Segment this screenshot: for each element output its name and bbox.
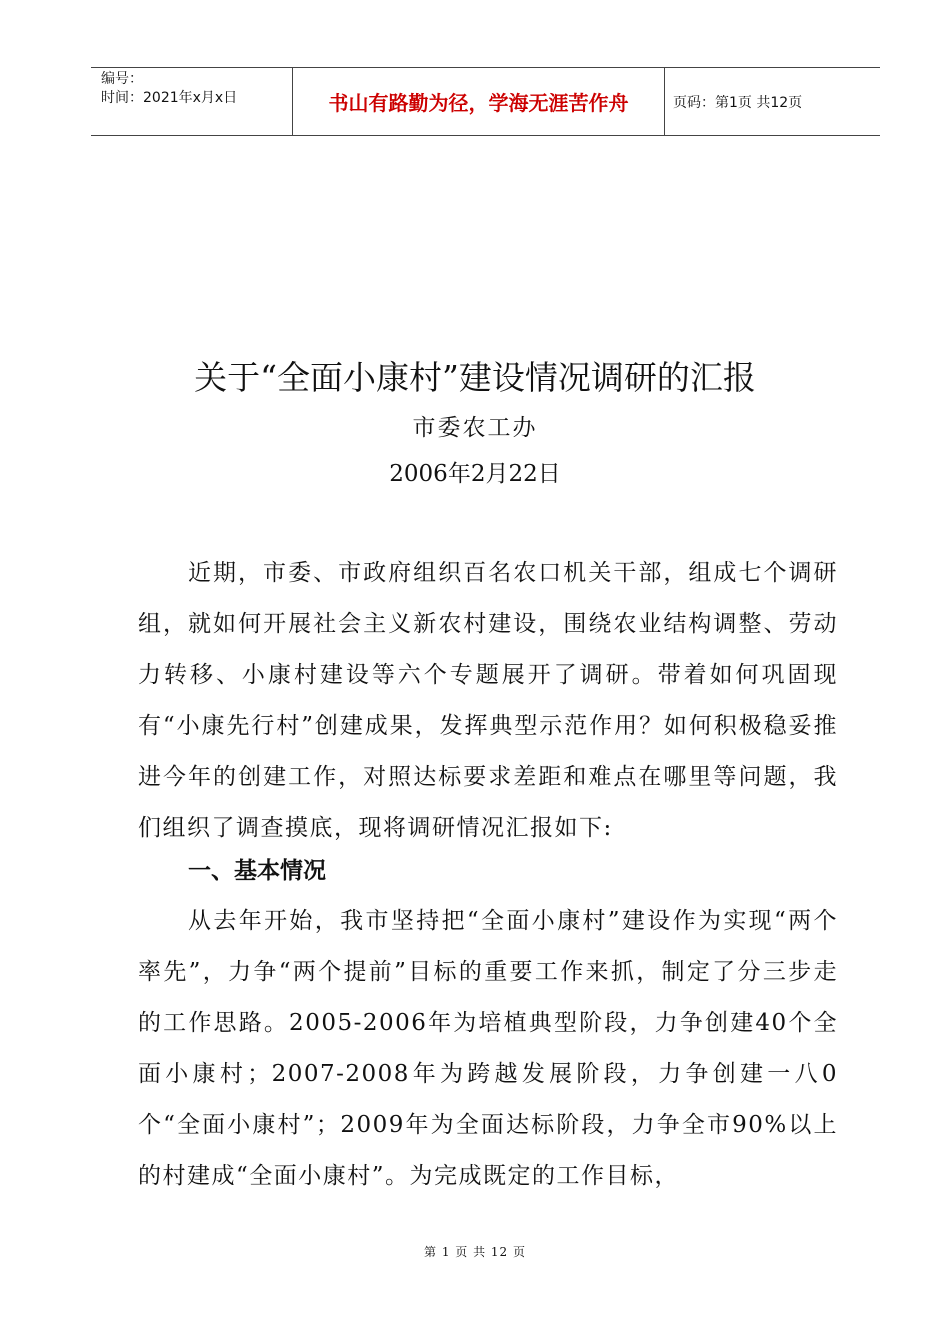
page-footer: 第 1 页 共 12 页 [424,1245,526,1259]
number-label: 编号： [101,71,143,87]
paragraph-basic-situation: 从去年开始，我市坚持把“全面小康村”建设作为实现“两个率先”，力争“两个提前”目标的重要工作来抓，制定了分三步走的工作思路。2005-2006年为培植典型阶段，力争创建40个全面小康村；2007-2008年为跨越发展阶段，力争创建一八0个“全面小康村”；2009年为全面达标阶段，力争全市90%以上的村建成“全面小康村”。为完成既定的工作目标， [138,908,838,1189]
time-label: 时间：2021年x月x日 [101,90,238,106]
paragraph-intro: 近期，市委、市政府组织百名农口机关干部，组成七个调研组，就如何开展社会主义新农村建设，围绕农业结构调整、劳动力转移、小康村建设等六个专题展开了调研。带着如何巩固现有“小康先行村”创建成果，发挥典型示范作用？如何积极稳妥推进今年的创建工作，对照达标要求差距和难点在哪里等问题，我们组织了调查摸底，现将调研情况汇报如下: [138,560,838,841]
document-header [91,67,880,136]
section-heading-basic-situation: 一、基本情况 [188,858,326,884]
header-motto: 书山有路勤为径，学海无涯苦作舟 [293,68,665,135]
document-author: 市委农工办 [412,415,538,441]
header-meta [91,68,293,135]
document-title: 关于“全面小康村”建设情况调研的汇报 [194,358,756,397]
document-date: 2006年2月22日 [389,461,561,487]
header-page-label: 页码：第1页 共12页 [673,94,803,111]
